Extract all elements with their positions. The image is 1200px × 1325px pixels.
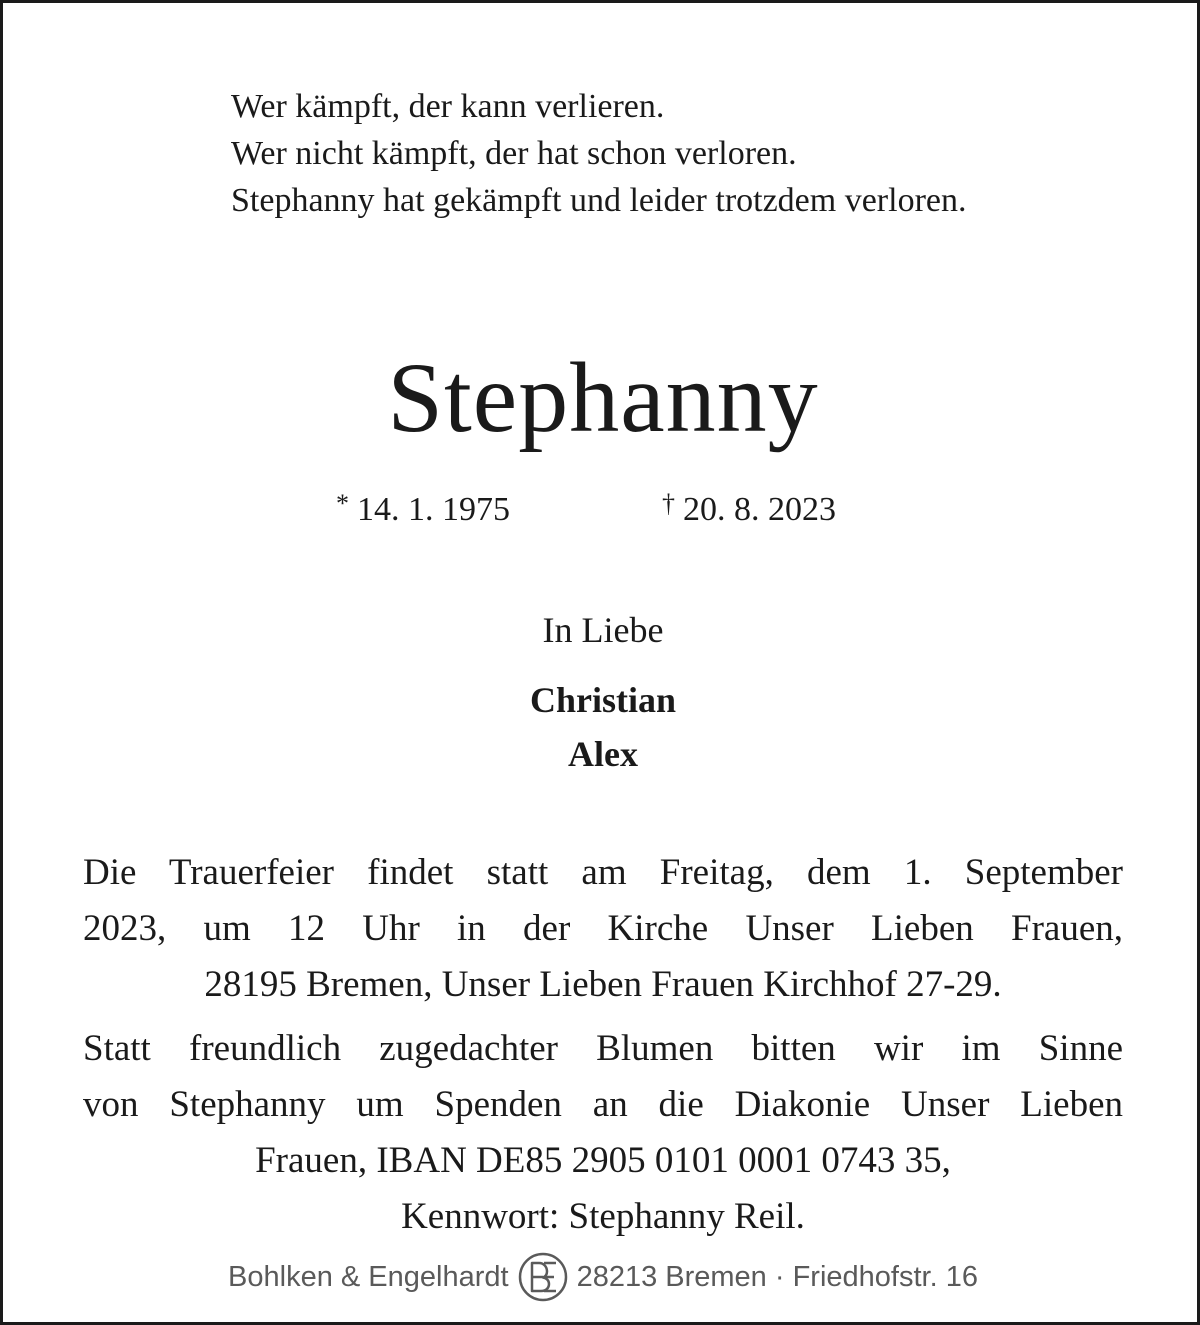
birth-date-value: 14. 1. 1975 [357,491,510,528]
ceremony-notice [83,845,1123,1013]
birth-symbol: * [336,489,349,518]
ceremony-line: 28195 Bremen, Unser Lieben Frauen Kirchhof 27-29. [204,964,1002,1005]
donation-line: von Stephanny um Spenden an die Diakonie Unser Lieben [83,1084,1123,1125]
signature-intro: In Liebe [542,610,664,650]
funeral-home-name: Bohlken & Engelhardt [228,1260,509,1293]
be-logo-icon [517,1251,569,1303]
death-symbol: † [662,489,675,518]
donation-line: Statt freundlich zugedachter Blumen bitten wir im Sinne [83,1028,1123,1069]
ceremony-line: 2023, um 12 Uhr in der Kirche Unser Lieben Frauen, [83,908,1123,949]
signer-name: Alex [568,734,638,774]
donation-notice [83,1021,1123,1245]
poem-line: Wer kämpft, der kann verlieren. [231,88,665,125]
ceremony-line: Die Trauerfeier findet statt am Freitag, dem 1. September [83,852,1123,893]
death-date [662,479,836,535]
donation-line: Frauen, IBAN DE85 2905 0101 0001 0743 35, [255,1140,951,1181]
donation-line: Kennwort: Stephanny Reil. [401,1196,805,1237]
poem-line: Wer nicht kämpft, der hat schon verloren. [231,135,797,172]
deceased-name: Stephanny [387,342,819,453]
signer-name: Christian [529,680,677,720]
poem-line: Stephanny hat gekämpft und leider trotzdem verloren. [231,182,967,219]
funeral-home-footer [3,1247,1200,1307]
poem [231,83,1131,224]
death-date-value: 20. 8. 2023 [683,491,836,528]
birth-date [336,479,510,535]
funeral-home-address: 28213 Bremen · Friedhofstr. 16 [576,1260,978,1293]
